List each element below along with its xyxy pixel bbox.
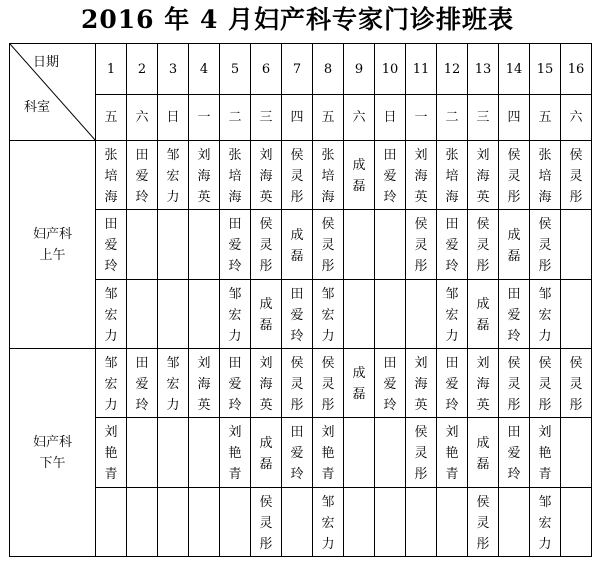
doctor-cell (127, 210, 158, 280)
day-number-cell: 13 (468, 44, 499, 95)
doctor-cell (530, 349, 561, 418)
doctor-name: 田爱玲 (383, 355, 397, 413)
day-number-cell: 3 (158, 44, 189, 95)
doctor-cell (220, 210, 251, 280)
day-number-cell: 7 (282, 44, 313, 95)
doctor-name: 邹宏力 (228, 286, 242, 344)
doctor-cell (499, 488, 530, 557)
doctor-cell (530, 280, 561, 349)
schedule-row (10, 141, 592, 210)
doctor-name: 刘海英 (197, 147, 211, 205)
doctor-cell (313, 418, 344, 488)
weekday-cell: 三 (468, 95, 499, 141)
weekday-cell: 二 (437, 95, 468, 141)
day-number-cell: 11 (406, 44, 437, 95)
doctor-name: 成磊 (476, 297, 490, 333)
doctor-cell (344, 141, 375, 210)
doctor-name: 刘艳青 (104, 425, 118, 482)
doctor-cell (561, 210, 592, 280)
doctor-cell (468, 349, 499, 418)
doctor-name: 刘海英 (414, 355, 428, 413)
doctor-cell (96, 280, 127, 349)
doctor-name: 侯灵彤 (569, 355, 583, 413)
doctor-cell (344, 418, 375, 488)
doctor-name: 侯灵彤 (414, 217, 428, 274)
doctor-cell (313, 349, 344, 418)
doctor-cell (282, 418, 313, 488)
doctor-cell (375, 488, 406, 557)
doctor-cell (189, 141, 220, 210)
doctor-cell (282, 488, 313, 557)
doctor-name: 田爱玲 (445, 217, 459, 274)
weekday-cell: 五 (313, 95, 344, 141)
doctor-cell (406, 210, 437, 280)
doctor-name: 侯灵彤 (290, 355, 304, 413)
doctor-cell (251, 210, 282, 280)
doctor-name: 邹宏力 (538, 286, 552, 344)
doctor-name: 邹宏力 (538, 494, 552, 552)
weekday-cell: 五 (530, 95, 561, 141)
doctor-cell (158, 488, 189, 557)
doctor-name: 成磊 (290, 227, 304, 264)
doctor-name: 田爱玲 (104, 217, 118, 274)
doctor-name: 邹宏力 (166, 355, 180, 413)
doctor-cell (344, 210, 375, 280)
doctor-name: 侯灵彤 (507, 147, 521, 205)
doctor-name: 侯灵彤 (414, 425, 428, 482)
weekday-cell: 六 (127, 95, 158, 141)
doctor-name: 侯灵彤 (476, 217, 490, 274)
doctor-name: 成磊 (352, 158, 366, 194)
doctor-cell (499, 210, 530, 280)
doctor-name: 刘海英 (259, 355, 273, 413)
doctor-cell (406, 418, 437, 488)
day-number-cell: 15 (530, 44, 561, 95)
doctor-cell (158, 141, 189, 210)
doctor-cell (344, 280, 375, 349)
doctor-name: 张培海 (228, 147, 242, 205)
weekday-cell: 日 (375, 95, 406, 141)
doctor-name: 成磊 (507, 227, 521, 264)
doctor-cell (561, 418, 592, 488)
day-number-cell: 1 (96, 44, 127, 95)
doctor-cell (468, 141, 499, 210)
doctor-cell (220, 488, 251, 557)
doctor-name: 刘艳青 (445, 425, 459, 482)
schedule-row (10, 280, 592, 349)
doctor-name: 刘海英 (476, 147, 490, 205)
day-number-cell: 2 (127, 44, 158, 95)
doctor-cell (127, 280, 158, 349)
weekday-cell: 一 (406, 95, 437, 141)
doctor-name: 侯灵彤 (538, 355, 552, 413)
day-number-cell: 5 (220, 44, 251, 95)
doctor-cell (189, 210, 220, 280)
doctor-cell (468, 210, 499, 280)
doctor-cell (313, 210, 344, 280)
doctor-name: 侯灵彤 (569, 147, 583, 205)
department-header-label: 科室 (24, 100, 51, 115)
doctor-cell (530, 418, 561, 488)
doctor-name: 成磊 (259, 435, 273, 472)
doctor-cell (344, 488, 375, 557)
day-number-cell: 10 (375, 44, 406, 95)
doctor-cell (437, 210, 468, 280)
doctor-cell (189, 418, 220, 488)
doctor-name: 田爱玲 (445, 355, 459, 413)
doctor-cell (468, 418, 499, 488)
doctor-cell (220, 349, 251, 418)
session-label-cell (10, 349, 96, 557)
doctor-cell (375, 210, 406, 280)
doctor-name: 田爱玲 (507, 286, 521, 344)
doctor-cell (561, 488, 592, 557)
doctor-cell (406, 488, 437, 557)
doctor-name: 张培海 (104, 147, 118, 205)
doctor-cell (251, 488, 282, 557)
doctor-name: 侯灵彤 (290, 147, 304, 205)
doctor-cell (406, 280, 437, 349)
weekday-cell: 一 (189, 95, 220, 141)
day-number-cell: 8 (313, 44, 344, 95)
weekday-cell: 二 (220, 95, 251, 141)
doctor-cell (158, 418, 189, 488)
doctor-name: 田爱玲 (507, 425, 521, 482)
doctor-name: 邹宏力 (166, 147, 180, 205)
doctor-cell (499, 280, 530, 349)
session-label-cell (10, 141, 96, 349)
doctor-name: 田爱玲 (383, 147, 397, 205)
doctor-name: 田爱玲 (290, 286, 304, 344)
doctor-cell (499, 349, 530, 418)
doctor-cell (468, 280, 499, 349)
doctor-cell (530, 488, 561, 557)
doctor-cell (251, 349, 282, 418)
doctor-name: 田爱玲 (290, 425, 304, 482)
doctor-name: 刘艳青 (538, 425, 552, 482)
doctor-name: 田爱玲 (228, 217, 242, 274)
doctor-name: 刘艳青 (321, 425, 335, 482)
day-number-cell: 4 (189, 44, 220, 95)
doctor-cell (96, 141, 127, 210)
doctor-name: 邹宏力 (321, 494, 335, 552)
doctor-cell (96, 418, 127, 488)
doctor-name: 侯灵彤 (476, 494, 490, 552)
doctor-name: 侯灵彤 (538, 217, 552, 274)
doctor-cell (158, 349, 189, 418)
doctor-cell (437, 141, 468, 210)
department-name: 妇产科 (32, 226, 72, 242)
day-number-cell: 14 (499, 44, 530, 95)
doctor-name: 田爱玲 (135, 355, 149, 413)
date-header-label: 日期 (32, 55, 59, 70)
schedule-row (10, 210, 592, 280)
doctor-name: 刘艳青 (228, 425, 242, 482)
doctor-cell (437, 349, 468, 418)
doctor-name: 张培海 (321, 147, 335, 205)
doctor-cell (313, 488, 344, 557)
weekday-cell: 三 (251, 95, 282, 141)
doctor-cell (251, 141, 282, 210)
doctor-name: 侯灵彤 (259, 217, 273, 274)
doctor-cell (375, 418, 406, 488)
doctor-cell (375, 141, 406, 210)
schedule-row (10, 488, 592, 557)
weekday-cell: 六 (561, 95, 592, 141)
doctor-name: 刘海英 (259, 147, 273, 205)
doctor-name: 成磊 (352, 366, 366, 402)
day-number-cell: 16 (561, 44, 592, 95)
doctor-cell (313, 141, 344, 210)
day-number-cell: 9 (344, 44, 375, 95)
doctor-name: 田爱玲 (135, 147, 149, 205)
doctor-name: 成磊 (259, 297, 273, 333)
doctor-cell (561, 141, 592, 210)
doctor-name: 侯灵彤 (321, 355, 335, 413)
doctor-cell (158, 280, 189, 349)
header-diagonal-cell (10, 44, 96, 141)
schedule-table (9, 43, 592, 557)
schedule-row (10, 349, 592, 418)
doctor-cell (189, 349, 220, 418)
weekday-cell: 日 (158, 95, 189, 141)
doctor-cell (220, 141, 251, 210)
doctor-cell (282, 141, 313, 210)
schedule-row (10, 418, 592, 488)
doctor-cell (282, 280, 313, 349)
doctor-cell (96, 488, 127, 557)
doctor-cell (127, 141, 158, 210)
doctor-cell (127, 349, 158, 418)
doctor-cell (437, 280, 468, 349)
doctor-cell (282, 210, 313, 280)
doctor-cell (344, 349, 375, 418)
doctor-name: 邹宏力 (104, 355, 118, 413)
day-number-cell: 12 (437, 44, 468, 95)
doctor-cell (189, 488, 220, 557)
day-number-cell: 6 (251, 44, 282, 95)
doctor-cell (468, 488, 499, 557)
weekday-cell: 五 (96, 95, 127, 141)
weekday-cell: 六 (344, 95, 375, 141)
doctor-cell (127, 418, 158, 488)
doctor-name: 田爱玲 (228, 355, 242, 413)
doctor-cell (282, 349, 313, 418)
session-period: 上午 (39, 247, 66, 263)
doctor-name: 成磊 (476, 435, 490, 472)
doctor-cell (499, 418, 530, 488)
page-title: 2016 年 4 月妇产科专家门诊排班表 (80, 5, 515, 34)
doctor-cell (96, 210, 127, 280)
doctor-cell (406, 349, 437, 418)
doctor-name: 邹宏力 (445, 286, 459, 344)
doctor-cell (220, 280, 251, 349)
doctor-name: 张培海 (538, 147, 552, 205)
doctor-cell (158, 210, 189, 280)
doctor-name: 侯灵彤 (507, 355, 521, 413)
doctor-cell (313, 280, 344, 349)
doctor-name: 侯灵彤 (321, 217, 335, 274)
doctor-cell (96, 349, 127, 418)
doctor-cell (437, 488, 468, 557)
doctor-cell (127, 488, 158, 557)
doctor-cell (561, 280, 592, 349)
doctor-name: 刘海英 (414, 147, 428, 205)
doctor-cell (189, 280, 220, 349)
doctor-cell (375, 280, 406, 349)
doctor-cell (437, 418, 468, 488)
doctor-name: 邹宏力 (104, 286, 118, 344)
doctor-cell (561, 349, 592, 418)
doctor-name: 刘海英 (476, 355, 490, 413)
doctor-cell (499, 141, 530, 210)
doctor-name: 刘海英 (197, 355, 211, 413)
doctor-name: 侯灵彤 (259, 494, 273, 552)
department-name: 妇产科 (32, 434, 72, 450)
doctor-cell (406, 141, 437, 210)
doctor-cell (220, 418, 251, 488)
doctor-name: 邹宏力 (321, 286, 335, 344)
doctor-cell (530, 141, 561, 210)
doctor-name: 张培海 (445, 147, 459, 205)
weekday-cell: 四 (282, 95, 313, 141)
doctor-cell (251, 418, 282, 488)
doctor-cell (375, 349, 406, 418)
doctor-cell (530, 210, 561, 280)
session-period: 下午 (39, 455, 66, 471)
weekday-cell: 四 (499, 95, 530, 141)
doctor-cell (251, 280, 282, 349)
